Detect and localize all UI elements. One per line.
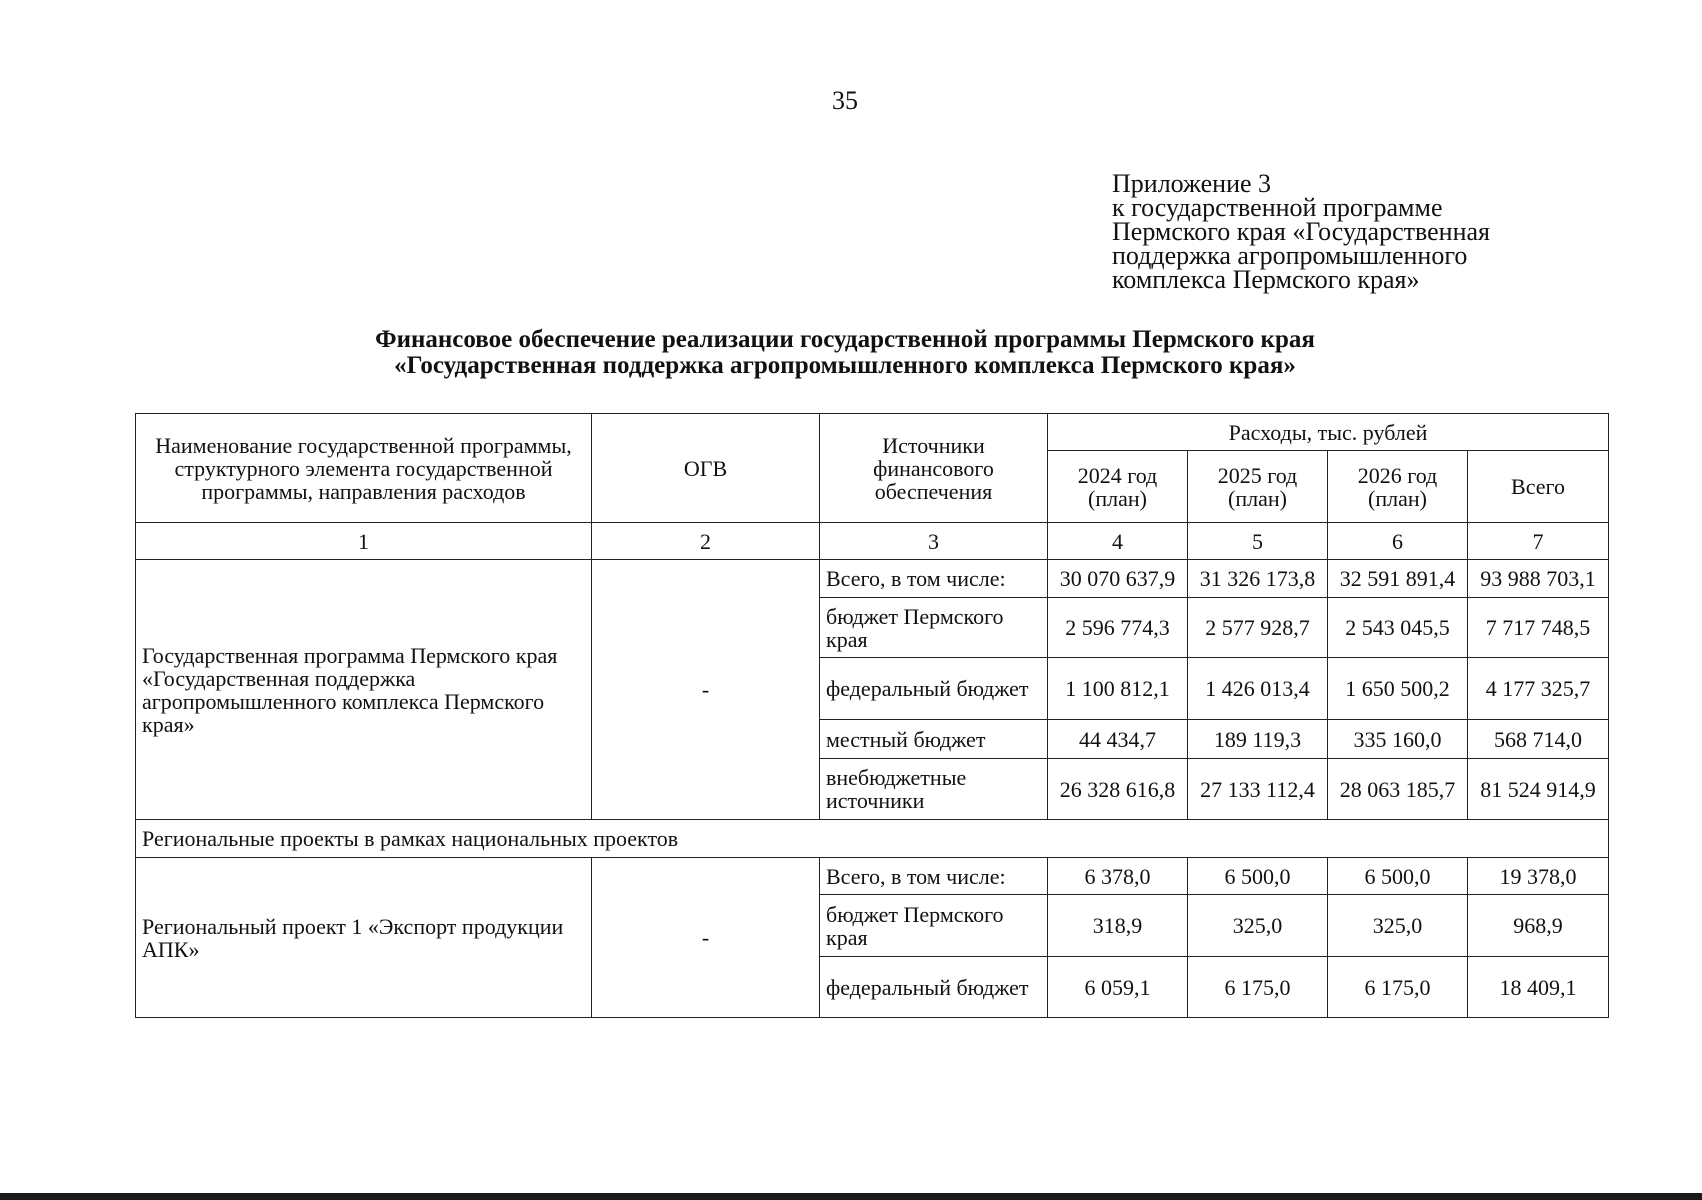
column-number: 2 <box>592 523 820 560</box>
column-number: 7 <box>1468 523 1609 560</box>
project-name: Региональный проект 1 «Экспорт продукции АПК» <box>136 858 592 1018</box>
source-label: внебюджетные источники <box>820 759 1048 820</box>
page-number: 35 <box>832 86 858 115</box>
value-cell: 6 500,0 <box>1328 858 1468 895</box>
document-title <box>0 327 1690 379</box>
value-cell: 30 070 637,9 <box>1048 560 1188 598</box>
scan-edge <box>0 1193 1702 1200</box>
header-expenses: Расходы, тыс. рублей <box>1048 414 1609 451</box>
value-cell: 4 177 325,7 <box>1468 658 1609 720</box>
value-cell: 6 378,0 <box>1048 858 1188 895</box>
value-cell: 27 133 112,4 <box>1188 759 1328 820</box>
value-cell: 6 175,0 <box>1188 957 1328 1018</box>
value-cell: 1 100 812,1 <box>1048 658 1188 720</box>
header-name: Наименование государственной программы, структурного элемента государственной программы, направления расходов <box>136 414 592 523</box>
appendix-line: поддержка агропромышленного <box>1112 241 1468 270</box>
column-number: 1 <box>136 523 592 560</box>
appendix-line: к государственной программе <box>1112 193 1443 222</box>
column-number: 3 <box>820 523 1048 560</box>
source-label: федеральный бюджет <box>820 957 1048 1018</box>
header-year-2024: 2024 год (план) <box>1048 451 1188 523</box>
appendix-block <box>1112 169 1490 294</box>
value-cell: 31 326 173,8 <box>1188 560 1328 598</box>
appendix-line: Пермского края «Государственная <box>1112 217 1490 246</box>
value-cell: 28 063 185,7 <box>1328 759 1468 820</box>
value-cell: 93 988 703,1 <box>1468 560 1609 598</box>
value-cell: 2 596 774,3 <box>1048 598 1188 658</box>
program-name: Государственная программа Пермского края «Государственная поддержка агропромышленного комплекса Пермского края» <box>136 560 592 820</box>
title-line: Финансовое обеспечение реализации государственной программы Пермского края <box>375 326 1315 353</box>
value-cell: 2 577 928,7 <box>1188 598 1328 658</box>
source-label: Всего, в том числе: <box>820 858 1048 895</box>
value-cell: 18 409,1 <box>1468 957 1609 1018</box>
header-total: Всего <box>1468 451 1609 523</box>
value-cell: 19 378,0 <box>1468 858 1609 895</box>
value-cell: 6 500,0 <box>1188 858 1328 895</box>
value-cell: 568 714,0 <box>1468 720 1609 759</box>
section-label: Региональные проекты в рамках национальных проектов <box>136 820 1609 858</box>
header-ogv: ОГВ <box>592 414 820 523</box>
source-label: бюджет Пермского края <box>820 598 1048 658</box>
header-sources: Источники финансового обеспечения <box>820 414 1048 523</box>
value-cell: 6 059,1 <box>1048 957 1188 1018</box>
table-row <box>136 560 1609 598</box>
source-label: федеральный бюджет <box>820 658 1048 720</box>
column-number: 6 <box>1328 523 1468 560</box>
source-label: местный бюджет <box>820 720 1048 759</box>
value-cell: 1 426 013,4 <box>1188 658 1328 720</box>
value-cell: 81 524 914,9 <box>1468 759 1609 820</box>
table-row <box>136 858 1609 895</box>
value-cell: 325,0 <box>1188 895 1328 957</box>
value-cell: 7 717 748,5 <box>1468 598 1609 658</box>
value-cell: 32 591 891,4 <box>1328 560 1468 598</box>
header-year-2025: 2025 год (план) <box>1188 451 1328 523</box>
appendix-line: Приложение 3 <box>1112 169 1272 198</box>
section-row <box>136 820 1609 858</box>
value-cell: 1 650 500,2 <box>1328 658 1468 720</box>
source-label: Всего, в том числе: <box>820 560 1048 598</box>
value-cell: 325,0 <box>1328 895 1468 957</box>
value-cell: 318,9 <box>1048 895 1188 957</box>
title-line: «Государственная поддержка агропромышленного комплекса Пермского края» <box>394 352 1296 379</box>
value-cell: 968,9 <box>1468 895 1609 957</box>
value-cell: 44 434,7 <box>1048 720 1188 759</box>
appendix-line: комплекса Пермского края» <box>1112 265 1420 294</box>
source-label: бюджет Пермского края <box>820 895 1048 957</box>
header-year-2026: 2026 год (план) <box>1328 451 1468 523</box>
value-cell: 26 328 616,8 <box>1048 759 1188 820</box>
value-cell: 6 175,0 <box>1328 957 1468 1018</box>
value-cell: 189 119,3 <box>1188 720 1328 759</box>
program-ogv: - <box>592 560 820 820</box>
financing-table <box>135 413 1609 1018</box>
value-cell: 2 543 045,5 <box>1328 598 1468 658</box>
value-cell: 335 160,0 <box>1328 720 1468 759</box>
project-ogv: - <box>592 858 820 1018</box>
column-number: 5 <box>1188 523 1328 560</box>
column-number: 4 <box>1048 523 1188 560</box>
